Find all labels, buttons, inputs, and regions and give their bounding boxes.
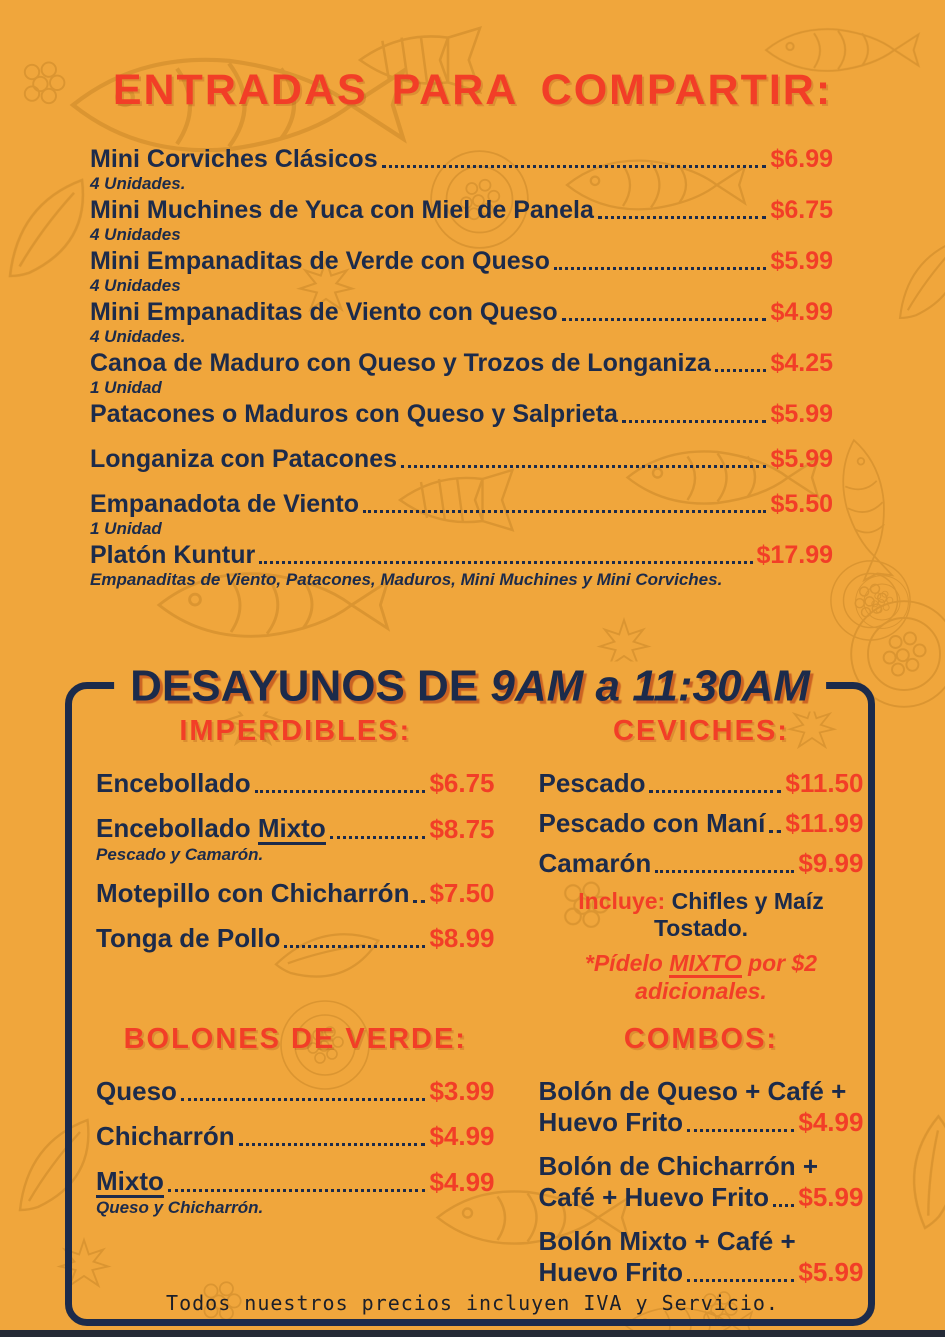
menu-item <box>96 923 495 954</box>
ceviches-includes-note <box>539 888 864 942</box>
item-price: $6.99 <box>770 145 833 173</box>
includes-text: Chifles y Maíz Tostado. <box>653 888 824 941</box>
item-price: $6.75 <box>429 768 495 798</box>
bottom-edge <box>0 1330 945 1337</box>
menu-item <box>90 400 833 429</box>
item-price: $5.99 <box>798 1182 864 1213</box>
item-name: Mini Corviches Clásicos <box>90 145 378 173</box>
item-note: 1 Unidad <box>90 519 162 538</box>
item-price: $11.99 <box>785 808 864 838</box>
item-price: $5.99 <box>770 400 833 428</box>
item-note: Empanaditas de Viento, Patacones, Maduros, Mini Muchines y Mini Corviches. <box>90 570 723 589</box>
section-combos <box>539 1023 864 1301</box>
dotted-leader <box>655 870 794 873</box>
desayunos-title-time: 9AM a 11:30AM <box>490 661 810 711</box>
item-note: 4 Unidades. <box>90 174 186 193</box>
item-price: $8.75 <box>429 814 495 845</box>
item-name: Encebollado <box>96 768 251 798</box>
dotted-leader <box>382 165 767 168</box>
dotted-leader <box>687 1279 794 1282</box>
dotted-leader <box>168 1189 426 1192</box>
item-name: Mini Empanaditas de Verde con Queso <box>90 247 550 275</box>
section-imperdibles <box>96 715 495 1005</box>
dotted-leader <box>330 836 426 839</box>
item-name: Longaniza con Patacones <box>90 445 398 473</box>
item-name: Tonga de Pollo <box>96 923 281 954</box>
menu-item <box>96 768 495 799</box>
item-name-line1: Bolón Mixto + Café + <box>538 1226 796 1257</box>
menu-item <box>90 445 833 474</box>
item-price: $4.99 <box>770 298 833 326</box>
dotted-leader <box>773 1204 794 1207</box>
item-name: Canoa de Maduro con Queso y Trozos de Longaniza <box>90 349 711 377</box>
menu-item <box>96 1166 495 1217</box>
section-title: IMPERDIBLES: <box>179 715 412 747</box>
dotted-leader <box>769 830 781 833</box>
item-note: 4 Unidades <box>90 276 181 295</box>
item-name-line2: Huevo Frito <box>538 1257 683 1288</box>
item-name-line2: Café + Huevo Frito <box>538 1182 769 1213</box>
item-price: $4.99 <box>429 1167 495 1198</box>
section-title: CEVICHES: <box>613 715 789 747</box>
item-price: $5.99 <box>798 1257 864 1288</box>
dotted-leader <box>622 420 767 423</box>
section-ceviches <box>539 715 864 1005</box>
item-name-line1: Bolón de Chicharrón + <box>538 1151 819 1182</box>
item-note: Queso y Chicharrón. <box>96 1198 264 1218</box>
item-price: $8.99 <box>429 923 495 954</box>
dotted-leader <box>554 267 767 270</box>
section-bolones <box>96 1023 495 1301</box>
menu-item <box>96 878 495 909</box>
item-note: 4 Unidades <box>90 225 181 244</box>
dotted-leader <box>259 561 752 564</box>
dotted-leader <box>363 510 766 513</box>
section-title: COMBOS: <box>623 1023 779 1056</box>
item-name: Empanadota de Viento <box>90 490 360 518</box>
item-name: Pescado <box>538 768 646 798</box>
item-price: $4.99 <box>798 1107 864 1138</box>
item-name: Camarón <box>538 848 652 878</box>
menu-item <box>90 145 833 194</box>
item-name: Platón Kuntur <box>90 541 256 569</box>
item-name: Queso <box>96 1076 177 1107</box>
menu-item <box>539 1151 864 1213</box>
item-price: $11.50 <box>785 768 864 798</box>
item-price: $5.50 <box>770 490 833 518</box>
item-name-line1: Bolón de Queso + Café + <box>538 1076 847 1107</box>
menu-item <box>90 298 833 347</box>
item-price: $9.99 <box>798 848 864 878</box>
includes-label: Incluye: <box>578 888 666 914</box>
item-name: Motepillo con Chicharrón <box>96 878 410 909</box>
item-name-line2: Huevo Frito <box>538 1107 683 1138</box>
dotted-leader <box>562 318 767 321</box>
menu-item <box>90 349 833 398</box>
item-name: Pescado con Maní <box>538 808 766 838</box>
dotted-leader <box>255 790 426 793</box>
item-name: Chicharrón <box>96 1121 235 1152</box>
ceviches-mixto-promo: *Pídelo MIXTO por $2 adicionales. <box>584 950 818 1005</box>
dotted-leader <box>181 1098 426 1101</box>
entradas-title: ENTRADAS PARA COMPARTIR: <box>112 66 833 114</box>
item-name: Mini Muchines de Yuca con Miel de Panela <box>90 196 594 224</box>
menu-item <box>90 490 833 539</box>
desayunos-box <box>65 661 875 1326</box>
desayunos-grid <box>96 715 864 1301</box>
menu-item <box>539 1076 864 1138</box>
item-price: $5.99 <box>770 247 833 275</box>
footer-note: Todos nuestros precios incluyen IVA y Servicio. <box>166 1291 779 1315</box>
dotted-leader <box>413 900 425 903</box>
item-note: Pescado y Camarón. <box>96 845 264 865</box>
item-note: 1 Unidad <box>90 378 162 397</box>
menu-item <box>90 196 833 245</box>
dotted-leader <box>715 369 767 372</box>
dotted-leader <box>239 1143 426 1146</box>
menu-item <box>539 808 864 839</box>
menu-item <box>96 1076 495 1107</box>
item-note: 4 Unidades. <box>90 327 186 346</box>
item-price: $4.25 <box>770 349 833 377</box>
item-price: $4.99 <box>429 1121 495 1152</box>
menu-item <box>96 1121 495 1152</box>
dotted-leader <box>687 1129 794 1132</box>
item-price: $3.99 <box>429 1076 495 1107</box>
menu-item <box>539 768 864 799</box>
dotted-leader <box>284 945 425 948</box>
dotted-leader <box>649 790 781 793</box>
item-name: Mixto <box>96 1166 164 1198</box>
menu-item <box>96 813 495 864</box>
dotted-leader <box>401 465 766 468</box>
item-price: $5.99 <box>770 445 833 473</box>
menu-item <box>539 848 864 879</box>
item-price: $7.50 <box>429 878 495 909</box>
item-price: $17.99 <box>756 541 833 569</box>
menu-item <box>90 247 833 296</box>
item-name: Encebollado Mixto <box>96 813 326 845</box>
desayunos-title-main: DESAYUNOS DE <box>130 661 479 711</box>
section-title: BOLONES DE VERDE: <box>123 1023 467 1056</box>
item-name: Mini Empanaditas de Viento con Queso <box>90 298 558 326</box>
item-name: Patacones o Maduros con Queso y Salprieta <box>90 400 618 428</box>
menu-item <box>539 1226 864 1288</box>
entradas-list <box>90 145 833 590</box>
menu-item <box>90 541 833 590</box>
item-price: $6.75 <box>770 196 833 224</box>
dotted-leader <box>598 216 767 219</box>
desayunos-title <box>114 662 826 712</box>
